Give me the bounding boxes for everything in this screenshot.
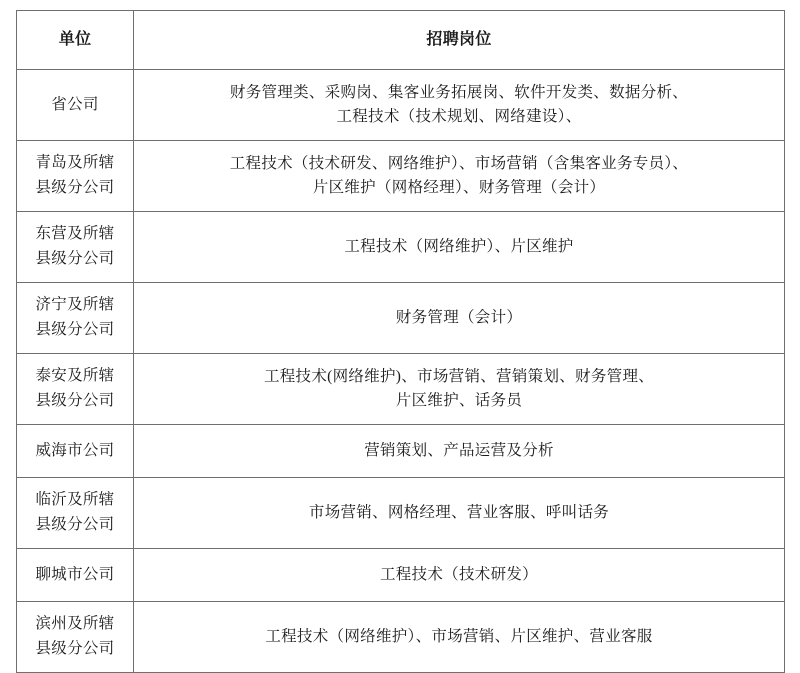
unit-text-line: 县级分公司	[35, 321, 115, 338]
unit-text-line: 东营及所辖	[35, 225, 115, 243]
table-row	[17, 141, 785, 212]
position-text-line: 工程技术(网络维护)、市场营销、营销策划、财务管理、	[263, 367, 655, 385]
cell-position	[134, 354, 785, 425]
cell-unit	[17, 283, 134, 354]
position-text-line: 工程技术（网络维护）、片区维护	[344, 237, 574, 255]
cell-unit	[17, 141, 134, 212]
cell-position	[134, 70, 785, 141]
unit-text-line: 县级分公司	[35, 640, 115, 657]
table-row	[17, 70, 785, 141]
cell-position	[134, 141, 785, 212]
unit-text-line: 济宁及所辖	[35, 296, 115, 314]
cell-unit	[17, 602, 134, 673]
unit-text-line: 威海市公司	[35, 441, 115, 459]
position-text-line: 财务管理类、采购岗、集客业务拓展岗、软件开发类、数据分析、	[229, 83, 689, 101]
table-header-row	[17, 11, 785, 70]
position-text-line: 营销策划、产品运营及分析	[364, 441, 554, 459]
position-text-line: 市场营销、网格经理、营业客服、呼叫话务	[308, 503, 610, 521]
column-header-unit: 单位	[17, 11, 134, 70]
position-text-line: 片区维护（网格经理）、财务管理（会计）	[312, 179, 606, 196]
position-text-line: 工程技术（技术规划、网络建设）、	[336, 108, 582, 125]
cell-unit	[17, 70, 134, 141]
position-text-line: 片区维护、话务员	[395, 392, 523, 409]
table-row	[17, 549, 785, 602]
unit-text-line: 县级分公司	[35, 516, 115, 533]
cell-position	[134, 212, 785, 283]
unit-text-line: 县级分公司	[35, 250, 115, 267]
position-text-line: 工程技术（技术研发、网络维护）、市场营销（含集客业务专员）、	[229, 154, 689, 172]
unit-text-line: 县级分公司	[35, 179, 115, 196]
table-row	[17, 478, 785, 549]
table-row	[17, 354, 785, 425]
cell-unit	[17, 478, 134, 549]
cell-position	[134, 602, 785, 673]
document-page	[0, 10, 800, 658]
table-row	[17, 283, 785, 354]
table-row	[17, 425, 785, 478]
position-text-line: 工程技术（网络维护）、市场营销、片区维护、营业客服	[265, 627, 653, 645]
table-row	[17, 212, 785, 283]
unit-text-line: 县级分公司	[35, 392, 115, 409]
unit-text-line: 滨州及所辖	[35, 615, 115, 633]
column-header-position: 招聘岗位	[134, 11, 785, 70]
cell-position	[134, 425, 785, 478]
cell-unit	[17, 212, 134, 283]
cell-position	[134, 549, 785, 602]
table-header	[17, 11, 785, 70]
unit-text-line: 临沂及所辖	[35, 491, 115, 509]
table-row	[17, 602, 785, 673]
cell-unit	[17, 549, 134, 602]
unit-text-line: 青岛及所辖	[35, 154, 115, 172]
cell-position	[134, 478, 785, 549]
position-text-line: 财务管理（会计）	[395, 308, 523, 326]
unit-text-line: 聊城市公司	[35, 565, 115, 583]
table-body	[17, 70, 785, 673]
recruitment-table	[16, 10, 785, 673]
unit-text-line: 省公司	[51, 95, 99, 113]
cell-unit	[17, 354, 134, 425]
position-text-line: 工程技术（技术研发）	[379, 565, 538, 583]
cell-unit	[17, 425, 134, 478]
unit-text-line: 泰安及所辖	[35, 367, 115, 385]
cell-position	[134, 283, 785, 354]
